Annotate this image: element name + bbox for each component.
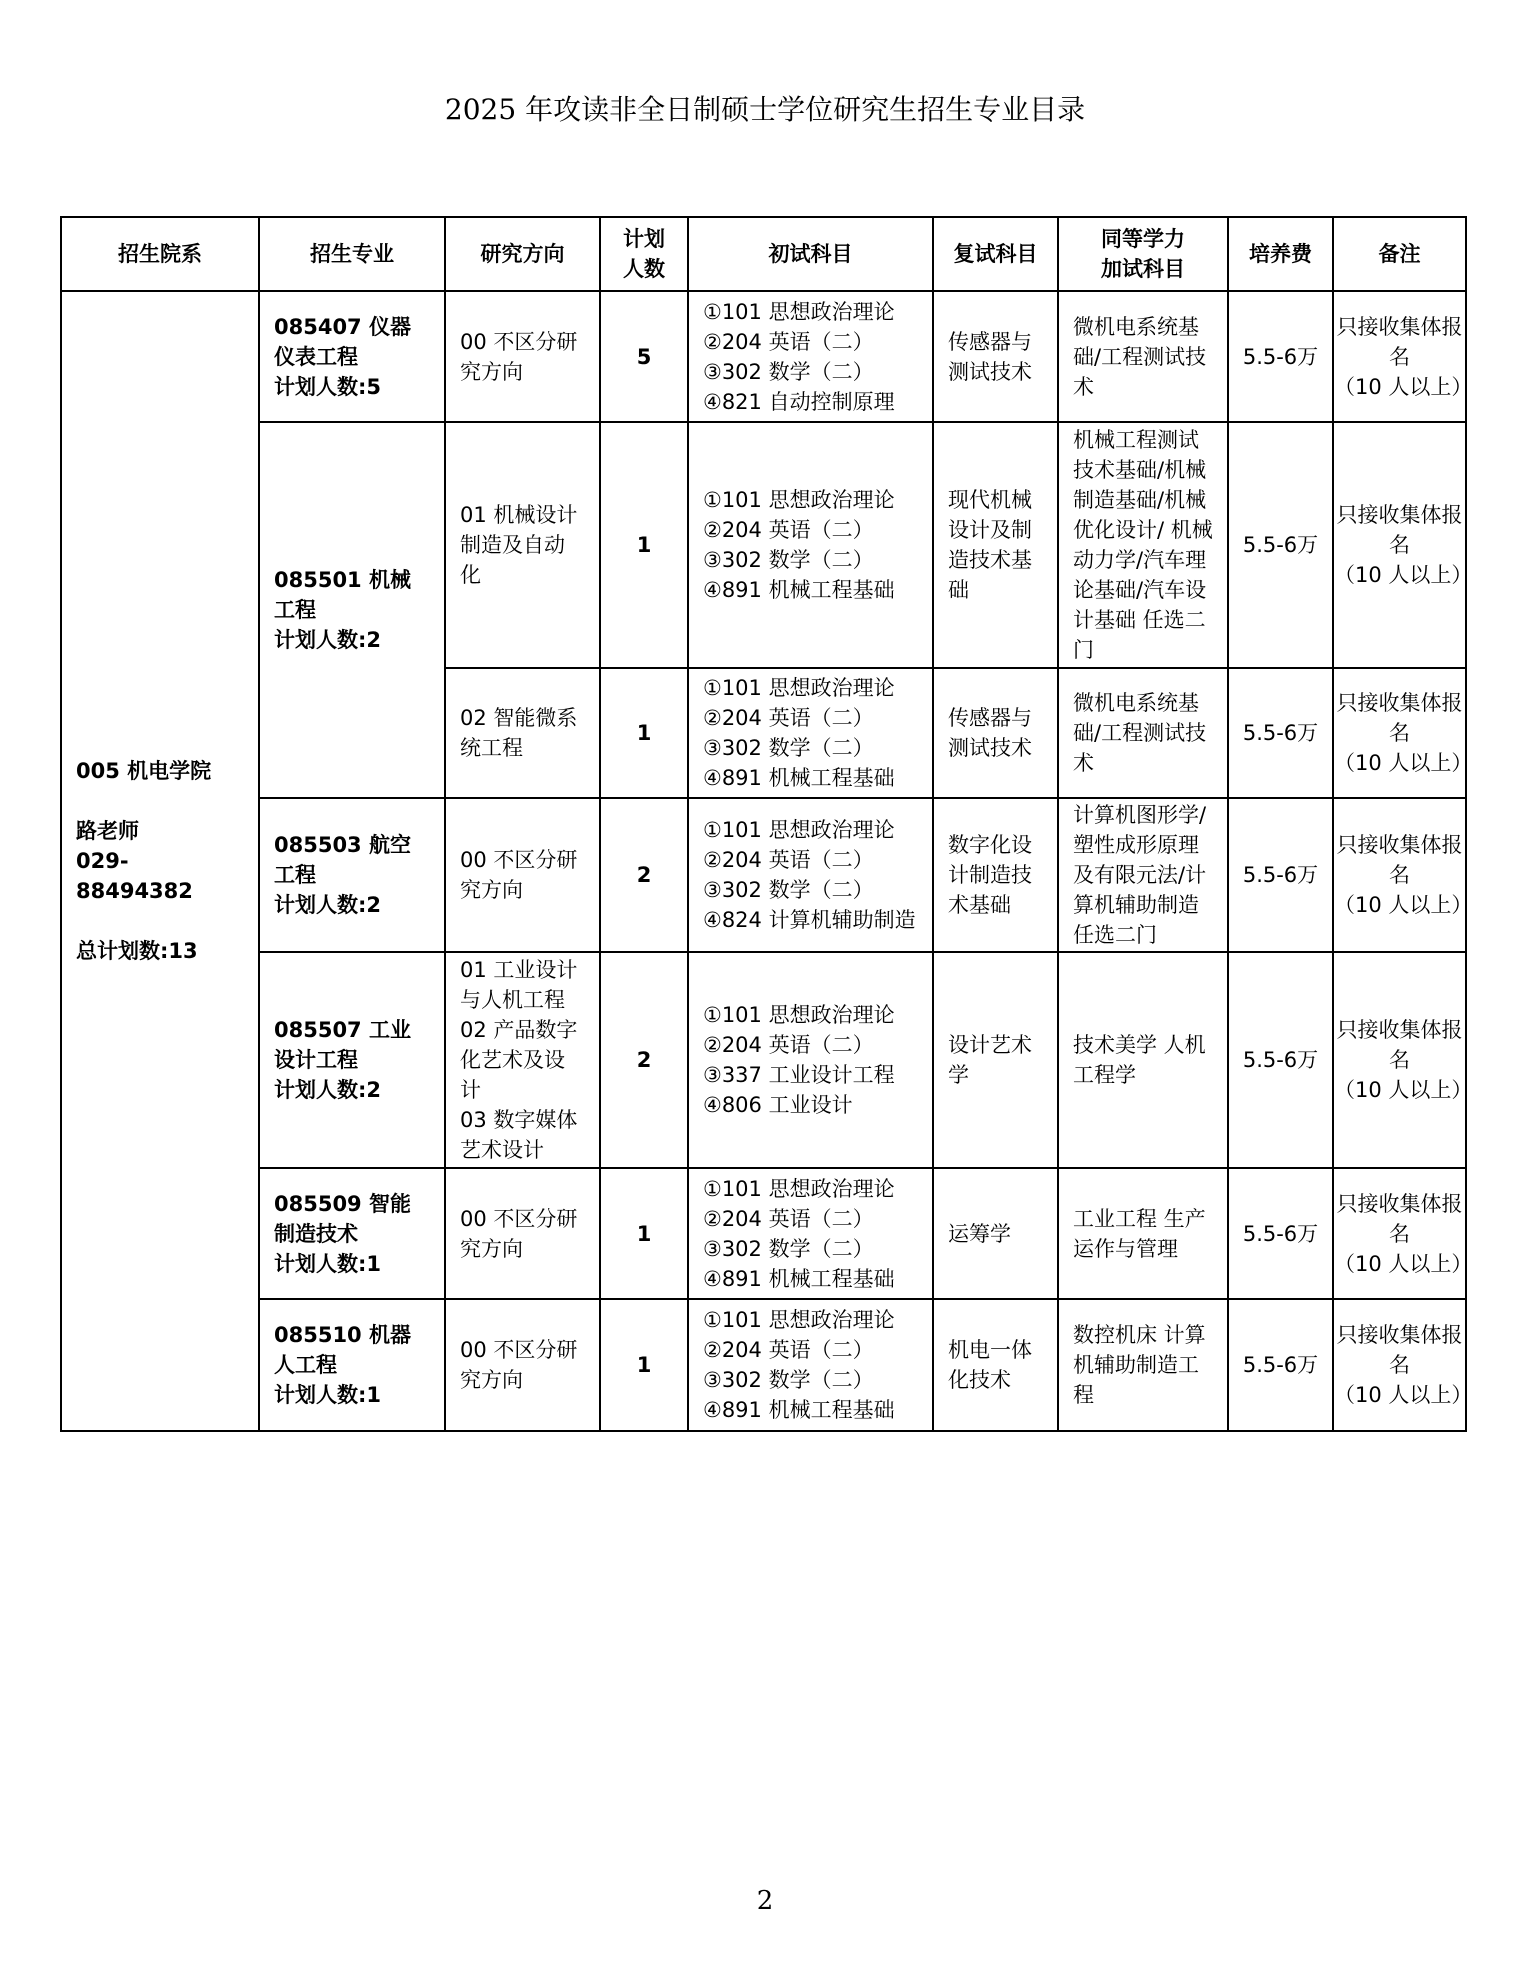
- plan-cell: 2: [600, 952, 688, 1168]
- fee-cell: 5.5-6万: [1228, 291, 1333, 422]
- exam-cell: ①101 思想政治理论 ②204 英语（二） ③302 数学（二） ④891 机械工程基础: [688, 422, 933, 668]
- table-row: [61, 1299, 1466, 1431]
- major-cell: 085509 智能制造技术 计划人数:1: [259, 1168, 445, 1299]
- reexam-cell: 机电一体化技术: [933, 1299, 1058, 1431]
- fee-cell: 5.5-6万: [1228, 798, 1333, 952]
- table-row: [61, 952, 1466, 1168]
- major-cell: 085503 航空工程 计划人数:2: [259, 798, 445, 952]
- header-fee: 培养费: [1228, 217, 1333, 291]
- header-major: 招生专业: [259, 217, 445, 291]
- equiv-cell: 机械工程测试技术基础/机械制造基础/机械优化设计/ 机械动力学/汽车理论基础/汽车设计基础 任选二门: [1058, 422, 1228, 668]
- direction-cell: 00 不区分研究方向: [445, 1168, 600, 1299]
- note-cell: 只接收集体报名 （10 人以上）: [1333, 798, 1466, 952]
- header-plan: 计划 人数: [600, 217, 688, 291]
- direction-cell: 01 工业设计与人机工程 02 产品数字化艺术及设计 03 数字媒体艺术设计: [445, 952, 600, 1168]
- header-dept: 招生院系: [61, 217, 259, 291]
- table-row: [61, 1168, 1466, 1299]
- equiv-cell: 微机电系统基础/工程测试技术: [1058, 291, 1228, 422]
- fee-cell: 5.5-6万: [1228, 1299, 1333, 1431]
- equiv-cell: 计算机图形学/塑性成形原理及有限元法/计算机辅助制造 任选二门: [1058, 798, 1228, 952]
- header-note: 备注: [1333, 217, 1466, 291]
- reexam-cell: 设计艺术学: [933, 952, 1058, 1168]
- plan-cell: 1: [600, 1168, 688, 1299]
- exam-cell: ①101 思想政治理论 ②204 英语（二） ③302 数学（二） ④891 机械工程基础: [688, 1299, 933, 1431]
- fee-cell: 5.5-6万: [1228, 952, 1333, 1168]
- direction-cell: 00 不区分研究方向: [445, 798, 600, 952]
- note-cell: 只接收集体报名 （10 人以上）: [1333, 952, 1466, 1168]
- plan-cell: 1: [600, 1299, 688, 1431]
- exam-cell: ①101 思想政治理论 ②204 英语（二） ③302 数学（二） ④821 自动控制原理: [688, 291, 933, 422]
- direction-cell: 01 机械设计制造及自动化: [445, 422, 600, 668]
- header-equiv: 同等学力 加试科目: [1058, 217, 1228, 291]
- table-row: [61, 422, 1466, 668]
- table-header-row: [61, 217, 1466, 291]
- note-cell: 只接收集体报名 （10 人以上）: [1333, 422, 1466, 668]
- exam-cell: ①101 思想政治理论 ②204 英语（二） ③302 数学（二） ④891 机械工程基础: [688, 668, 933, 798]
- plan-cell: 5: [600, 291, 688, 422]
- equiv-cell: 技术美学 人机工程学: [1058, 952, 1228, 1168]
- major-cell: 085507 工业设计工程 计划人数:2: [259, 952, 445, 1168]
- note-cell: 只接收集体报名 （10 人以上）: [1333, 1168, 1466, 1299]
- reexam-cell: 传感器与测试技术: [933, 668, 1058, 798]
- equiv-cell: 微机电系统基础/工程测试技术: [1058, 668, 1228, 798]
- major-cell: 085501 机械工程 计划人数:2: [259, 422, 445, 798]
- equiv-cell: 数控机床 计算机辅助制造工程: [1058, 1299, 1228, 1431]
- note-cell: 只接收集体报名 （10 人以上）: [1333, 291, 1466, 422]
- reexam-cell: 现代机械设计及制造技术基础: [933, 422, 1058, 668]
- note-cell: 只接收集体报名 （10 人以上）: [1333, 1299, 1466, 1431]
- admissions-table: [60, 216, 1473, 1432]
- fee-cell: 5.5-6万: [1228, 668, 1333, 798]
- plan-cell: 1: [600, 668, 688, 798]
- plan-cell: 1: [600, 422, 688, 668]
- exam-cell: ①101 思想政治理论 ②204 英语（二） ③302 数学（二） ④824 计算机辅助制造: [688, 798, 933, 952]
- direction-cell: 02 智能微系统工程: [445, 668, 600, 798]
- note-cell: 只接收集体报名 （10 人以上）: [1333, 668, 1466, 798]
- header-direction: 研究方向: [445, 217, 600, 291]
- table-row: [61, 291, 1466, 422]
- major-cell: 085510 机器人工程 计划人数:1: [259, 1299, 445, 1431]
- exam-cell: ①101 思想政治理论 ②204 英语（二） ③302 数学（二） ④891 机械工程基础: [688, 1168, 933, 1299]
- department-cell: 005 机电学院 路老师 029-88494382 总计划数:13: [61, 291, 259, 1431]
- table-row: [61, 798, 1466, 952]
- equiv-cell: 工业工程 生产运作与管理: [1058, 1168, 1228, 1299]
- fee-cell: 5.5-6万: [1228, 1168, 1333, 1299]
- direction-cell: 00 不区分研究方向: [445, 1299, 600, 1431]
- direction-cell: 00 不区分研究方向: [445, 291, 600, 422]
- page-number: 2: [756, 1886, 774, 1916]
- major-cell: 085407 仪器仪表工程 计划人数:5: [259, 291, 445, 422]
- header-exam: 初试科目: [688, 217, 933, 291]
- reexam-cell: 数字化设计制造技术基础: [933, 798, 1058, 952]
- fee-cell: 5.5-6万: [1228, 422, 1333, 668]
- page-title: 2025 年攻读非全日制硕士学位研究生招生专业目录: [444, 93, 1086, 126]
- header-reexam: 复试科目: [933, 217, 1058, 291]
- reexam-cell: 传感器与测试技术: [933, 291, 1058, 422]
- plan-cell: 2: [600, 798, 688, 952]
- exam-cell: ①101 思想政治理论 ②204 英语（二） ③337 工业设计工程 ④806 工业设计: [688, 952, 933, 1168]
- reexam-cell: 运筹学: [933, 1168, 1058, 1299]
